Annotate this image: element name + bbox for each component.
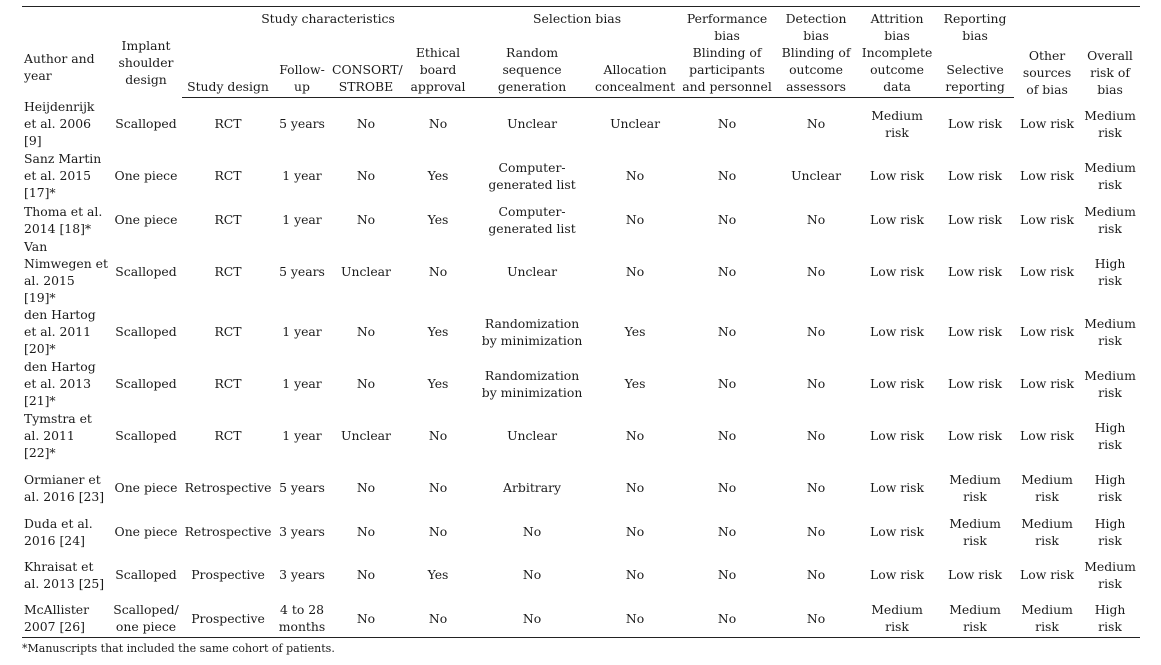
cell-study: RCT [214,212,242,227]
cell-report: Medium risk [936,600,1014,638]
header-selection-bias: Selection bias [474,7,680,45]
cell-other: Medium risk [1014,600,1080,638]
cell-follow: 1 year [282,168,322,183]
cell-perf: No [717,567,737,582]
cell-report: Low risk [948,324,1003,339]
cell-ethical: No [428,524,448,539]
cell-detect: No [806,524,826,539]
cell-author: Tymstra et al. 2011 [22]* [24,411,92,460]
cell-attr: Low risk [870,324,925,339]
cell-design: Scalloped [115,428,177,443]
cell-alloc: No [625,264,645,279]
header-overall: Overall risk of bias [1080,7,1140,98]
cell-other: Low risk [1020,376,1075,391]
cell-ethical: No [428,480,448,495]
cell-perf: No [717,428,737,443]
cell-study: RCT [214,428,242,443]
cell-consort: No [356,168,376,183]
risk-of-bias-table-container [22,6,1140,655]
table-header [22,7,1140,98]
cell-overall: High risk [1080,600,1140,638]
cell-study: RCT [214,116,242,132]
cell-perf: No [717,524,737,539]
header-random-sequence: Random sequence generation [474,44,590,98]
table-row [22,150,1140,202]
header-other-sources: Other sources of bias [1014,7,1080,98]
cell-consort: No [356,212,376,227]
cell-report: Medium risk [949,515,1001,548]
cell-perf: No [717,264,737,279]
cell-alloc: Yes [624,376,646,391]
cell-study: Retrospective [184,480,272,495]
cell-overall: High risk [1094,515,1126,548]
cell-detect: No [806,428,826,443]
cell-detect: No [806,480,826,495]
cell-design: Scalloped [115,264,177,279]
cell-attr: Low risk [870,168,925,183]
cell-attr: Low risk [870,567,925,582]
header-attrition-bias: Attrition bias [858,7,936,45]
cell-other: Low risk [1020,212,1075,227]
cell-random: Unclear [507,264,558,279]
cell-alloc: No [590,600,680,638]
cell-detect: Unclear [791,168,842,183]
cell-author: Duda et al. 2016 [24] [24,515,93,548]
cell-consort: No [356,567,376,582]
cell-report: Low risk [948,264,1003,279]
header-follow-up: Follow-up [274,44,330,98]
cell-alloc: Yes [624,324,646,339]
cell-overall: Medium risk [1084,558,1136,591]
cell-report: Low risk [948,428,1003,443]
cell-random: No [522,524,542,539]
cell-detect: No [806,212,826,227]
header-author-year: Author and year [22,7,110,98]
cell-follow: 5 years [279,116,325,132]
cell-random: Computer-generated list [488,203,576,236]
cell-overall: Medium risk [1084,367,1136,400]
cell-author: den Hartog et al. 2013 [21]* [24,359,96,408]
cell-detect: No [806,376,826,391]
cell-attr: Low risk [870,428,925,443]
cell-design: Scalloped [115,567,177,582]
cell-perf: No [717,324,737,339]
cell-consort: Unclear [341,264,391,279]
cell-study: Retrospective [184,524,272,539]
cell-study: Prospective [191,567,265,582]
cell-follow: 5 years [279,264,325,279]
cell-other: Medium risk [1021,515,1073,548]
table-body [22,98,1140,638]
cell-study: RCT [214,324,242,339]
table-row [22,410,1140,462]
cell-other: Low risk [1020,324,1075,339]
cell-detect: No [806,324,826,339]
cell-report: Low risk [948,212,1003,227]
cell-ethical: No [428,428,448,443]
cell-detect: No [806,567,826,582]
cell-other: Low risk [1020,264,1075,279]
cell-other: Low risk [1020,116,1075,131]
cell-report: Low risk [948,168,1003,183]
cell-overall: High risk [1094,419,1126,452]
cell-alloc: No [625,567,645,582]
cell-report: Medium risk [949,471,1001,504]
cell-follow: 3 years [279,567,325,582]
cell-random: Computer-generated list [488,159,576,192]
cell-study: Prospective [182,600,274,638]
cell-consort: No [356,116,376,132]
cell-random: Unclear [507,116,558,132]
cell-alloc: No [625,428,645,443]
cell-attr: Medium risk [871,107,923,140]
cell-overall: High risk [1094,471,1126,504]
cell-attr: Low risk [870,212,925,227]
cell-alloc: No [625,480,645,495]
cell-perf: No [717,376,737,391]
cell-ethical: Yes [427,376,449,391]
cell-consort: No [356,524,376,539]
cell-follow: 1 year [282,324,322,339]
header-study-design: Study design [182,44,274,98]
cell-author: Ormianer et al. 2016 [23] [24,471,105,504]
cell-design: One piece [114,212,178,227]
table-row [22,600,1140,638]
cell-report: Low risk [948,567,1003,582]
cell-ethical: Yes [427,212,449,227]
cell-author: McAllister 2007 [26] [22,600,110,638]
cell-design: Scalloped/ one piece [110,600,182,638]
cell-author: Van Nimwegen et al. 2015 [19]* [24,238,108,305]
cell-overall: Medium risk [1084,203,1136,236]
cell-perf: No [717,212,737,227]
cell-perf: No [717,168,737,183]
cell-consort: No [356,376,376,391]
cell-attr: Low risk [870,376,925,391]
cell-attr: Low risk [870,480,925,495]
cell-report: Low risk [948,116,1003,132]
cell-author: Heijdenrijk et al. 2006 [9] [24,99,95,148]
header-allocation: Allocation concealment [590,44,680,98]
table-row [22,98,1140,150]
cell-detect: No [806,264,826,279]
cell-design: Scalloped [115,376,177,391]
table-row [22,358,1140,410]
cell-follow: 5 years [279,480,325,495]
cell-other: Low risk [1020,428,1075,443]
header-consort: CONSORT/ STROBE [330,44,402,98]
header-ethical: Ethical board approval [402,44,474,98]
cell-design: One piece [114,524,178,539]
cell-alloc: No [625,524,645,539]
cell-alloc: Unclear [610,116,661,132]
cell-alloc: No [625,212,645,227]
cell-design: Scalloped [115,324,177,339]
cell-attr: Low risk [870,524,925,539]
cell-perf: No [717,116,737,132]
header-blinding-outcome: Blinding of outcome assessors [774,44,858,98]
cell-perf: No [680,600,774,638]
cell-consort: No [330,600,402,638]
header-row-bottom [22,44,1140,98]
cell-consort: No [356,480,376,495]
cell-detect: No [806,116,826,132]
table-row [22,238,1140,306]
cell-overall: High risk [1094,255,1126,288]
cell-follow: 4 to 28 months [274,600,330,638]
header-study-characteristics: Study characteristics [182,7,474,45]
cell-follow: 1 year [282,376,322,391]
header-performance-bias: Performance bias [680,7,774,45]
header-detection-bias: Detection bias [774,7,858,45]
header-implant-shoulder: Implant shoulder design [110,7,182,98]
cell-ethical: Yes [427,324,449,339]
table-row [22,306,1140,358]
cell-attr: Medium risk [858,600,936,638]
cell-design: One piece [114,480,178,495]
cell-attr: Low risk [870,264,925,279]
cell-study: RCT [214,168,242,183]
header-incomplete: Incomplete outcome data [858,44,936,98]
cell-alloc: No [625,168,645,183]
table-row [22,202,1140,238]
cell-author: den Hartog et al. 2011 [20]* [24,307,96,356]
cell-follow: 1 year [282,212,322,227]
table-footnote: *Manuscripts that included the same cohort of patients. [22,642,335,655]
cell-random: No [474,600,590,638]
cell-follow: 3 years [279,524,325,539]
cell-report: Low risk [948,376,1003,391]
cell-random: Unclear [507,428,558,443]
cell-overall: Medium risk [1084,107,1136,140]
cell-perf: No [717,480,737,495]
cell-consort: No [356,324,376,339]
cell-random: Arbitrary [503,480,562,495]
cell-ethical: Yes [427,567,449,582]
cell-design: Scalloped [115,116,177,131]
cell-ethical: No [428,264,448,279]
cell-detect: No [774,600,858,638]
cell-author: Sanz Martin et al. 2015 [17]* [24,151,102,200]
cell-overall: Medium risk [1084,315,1136,348]
table-row [22,550,1140,600]
cell-overall: Medium risk [1084,159,1136,192]
cell-author: Thoma et al. 2014 [18]* [24,203,103,236]
cell-study: RCT [214,376,242,391]
cell-author: Khraisat et al. 2013 [25] [24,558,105,591]
header-selective: Selective reporting [936,44,1014,98]
cell-ethical: No [402,600,474,638]
table-row [22,462,1140,514]
cell-consort: Unclear [341,428,391,443]
cell-random: Randomization by minimization [481,315,583,348]
cell-ethical: Yes [427,168,449,183]
cell-other: Medium risk [1021,471,1073,504]
cell-other: Low risk [1020,168,1075,183]
cell-study: RCT [214,264,242,279]
cell-follow: 1 year [282,428,322,443]
cell-other: Low risk [1020,567,1075,582]
cell-random: Randomization by minimization [481,367,583,400]
cell-random: No [522,567,542,582]
header-reporting-bias: Reporting bias [936,7,1014,45]
cell-design: One piece [114,168,178,183]
header-row-top [22,7,1140,45]
cell-ethical: No [428,116,448,132]
header-blinding-participants: Blinding of participants and personnel [680,44,774,98]
table-row [22,514,1140,550]
risk-of-bias-table [22,6,1140,638]
